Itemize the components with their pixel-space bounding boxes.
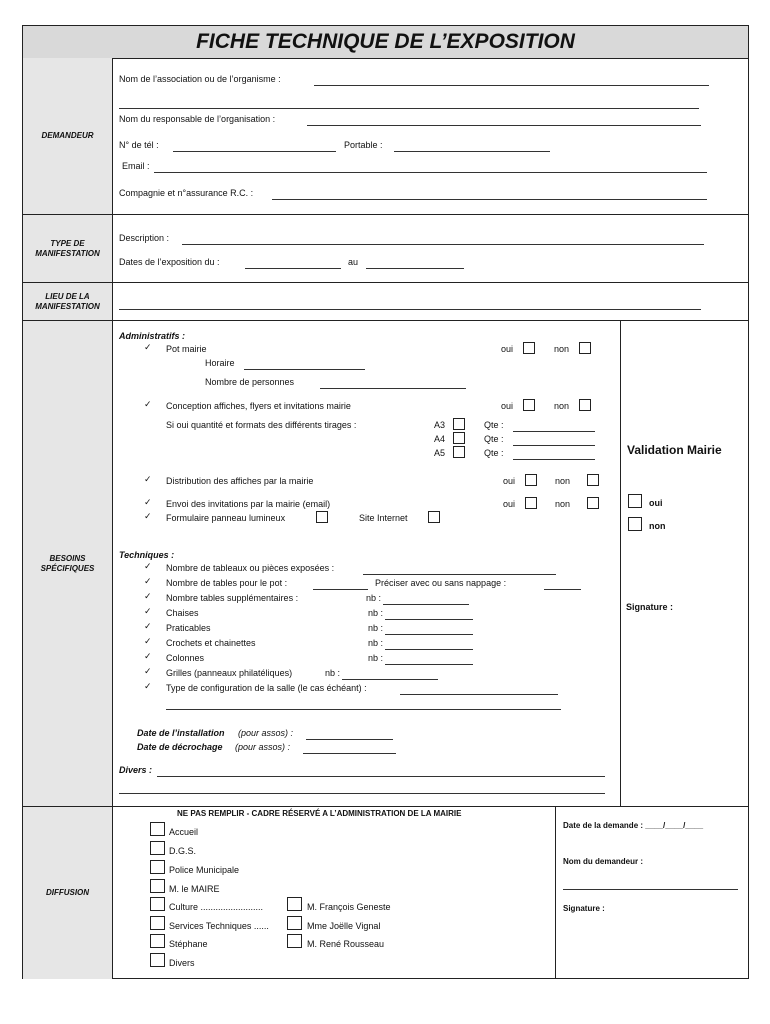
installation-field[interactable] [306, 739, 393, 740]
divers-field[interactable] [157, 776, 605, 777]
format-a3-label: A3 [434, 420, 446, 430]
horaire-label: Horaire [205, 358, 235, 368]
distribution-label: Distribution des affiches par la mairie [166, 476, 314, 486]
envoi-oui-checkbox[interactable] [525, 497, 537, 509]
tech-item-tableaux: Nombre de tableaux ou pièces exposées : [166, 563, 335, 573]
validation-non-checkbox[interactable] [628, 517, 642, 531]
type-label [23, 215, 113, 282]
configuration-field[interactable] [400, 694, 558, 695]
tech-item-chaises: Chaises [166, 608, 199, 618]
decrochage-field[interactable] [303, 753, 396, 754]
tableaux-field[interactable] [363, 574, 556, 575]
demandeur-section [23, 58, 748, 215]
qte-a4-label: Qte : [484, 434, 504, 444]
check-icon: ✓ [144, 651, 152, 661]
tech-heading: Techniques : [119, 550, 175, 560]
check-icon: ✓ [144, 681, 152, 691]
nom-demandeur-label: Nom du demandeur : [563, 857, 644, 866]
distribution-non-label: non [555, 476, 571, 486]
culture-label: Culture ......................... [169, 902, 264, 912]
grilles-nb-label: nb : [325, 668, 341, 678]
horaire-field[interactable] [244, 369, 365, 370]
besoins-section [23, 321, 748, 807]
qte-a4-field[interactable] [513, 445, 595, 446]
au-label: au [348, 257, 359, 267]
installation-label: Date de l’installation [137, 728, 225, 738]
type-label-line2: MANIFESTATION [35, 248, 100, 258]
check-icon: ✓ [144, 511, 152, 521]
format-a5-checkbox[interactable] [453, 446, 465, 458]
format-a3-checkbox[interactable] [453, 418, 465, 430]
diffusion-section [23, 807, 748, 979]
check-icon: ✓ [144, 666, 152, 676]
validation-oui-checkbox[interactable] [628, 494, 642, 508]
description-field[interactable] [182, 244, 704, 245]
rousseau-label: M. René Rousseau [307, 939, 385, 949]
lieu-label-line1: LIEU DE LA [45, 291, 90, 301]
nappage-label: Préciser avec ou sans nappage : [375, 578, 507, 588]
tech-item-grilles: Grilles (panneaux philatéliques) [166, 668, 293, 678]
site-checkbox[interactable] [428, 511, 440, 523]
divers-checkbox[interactable] [150, 953, 165, 967]
culture-checkbox[interactable] [150, 897, 165, 911]
envoi-non-label: non [555, 499, 571, 509]
qte-a3-field[interactable] [513, 431, 595, 432]
geneste-checkbox[interactable] [287, 897, 302, 911]
form-title: FICHE TECHNIQUE DE L’EXPOSITION [23, 26, 748, 59]
diffusion-divider [555, 807, 556, 979]
description-label: Description : [119, 233, 170, 243]
installation-pour-assos: (pour assos) : [238, 728, 294, 738]
tel-field[interactable] [173, 151, 336, 152]
services-checkbox[interactable] [150, 916, 165, 930]
validation-oui-label: oui [649, 498, 663, 508]
dgs-checkbox[interactable] [150, 841, 165, 855]
qte-a5-field[interactable] [513, 459, 595, 460]
diffusion-heading: NE PAS REMPLIR - CADRE RÉSERVÉ A L’ADMINISTRATION DE LA MAIRIE [177, 809, 462, 818]
responsable-field[interactable] [307, 125, 701, 126]
police-checkbox[interactable] [150, 860, 165, 874]
format-a4-label: A4 [434, 434, 446, 444]
praticables-field[interactable] [385, 634, 473, 635]
nb-personnes-field[interactable] [320, 388, 466, 389]
services-label: Services Techniques ...... [169, 921, 269, 931]
accueil-label: Accueil [169, 827, 199, 837]
validation-signature-label: Signature : [626, 602, 674, 612]
portable-field[interactable] [394, 151, 550, 152]
tel-label: N° de tél : [119, 140, 159, 150]
lieu-label-line2: MANIFESTATION [35, 301, 100, 311]
email-field[interactable] [154, 172, 707, 173]
association-field[interactable] [314, 85, 709, 86]
lieu-field[interactable] [119, 309, 701, 310]
check-icon: ✓ [144, 497, 152, 507]
police-label: Police Municipale [169, 865, 240, 875]
maire-checkbox[interactable] [150, 879, 165, 893]
dgs-label: D.G.S. [169, 846, 197, 856]
vignal-label: Mme Joëlle Vignal [307, 921, 381, 931]
assurance-label: Compagnie et n°assurance R.C. : [119, 188, 254, 198]
crochets-field[interactable] [385, 649, 473, 650]
formulaire-checkbox[interactable] [316, 511, 328, 523]
chaises-nb-label: nb : [368, 608, 384, 618]
admin-heading: Administratifs : [119, 331, 186, 341]
pot-mairie-label: Pot mairie [166, 344, 207, 354]
qte-a5-label: Qte : [484, 448, 504, 458]
pot-non-label: non [554, 344, 570, 354]
type-section [23, 215, 748, 283]
check-icon: ✓ [144, 636, 152, 646]
rousseau-checkbox[interactable] [287, 934, 302, 948]
nb-personnes-label: Nombre de personnes [205, 377, 295, 387]
technical-form [22, 25, 749, 979]
distribution-oui-label: oui [503, 476, 516, 486]
validation-title: Validation Mairie [627, 443, 722, 457]
conception-oui-checkbox[interactable] [523, 399, 535, 411]
check-icon: ✓ [144, 606, 152, 616]
check-icon: ✓ [144, 576, 152, 586]
tech-item-crochets: Crochets et chainettes [166, 638, 256, 648]
check-icon: ✓ [144, 561, 152, 571]
stephane-checkbox[interactable] [150, 934, 165, 948]
accueil-checkbox[interactable] [150, 822, 165, 836]
colonnes-nb-label: nb : [368, 653, 384, 663]
check-icon: ✓ [144, 342, 152, 352]
tables-supp-field[interactable] [383, 604, 469, 605]
date-to-field[interactable] [366, 268, 464, 269]
check-icon: ✓ [144, 399, 152, 409]
check-icon: ✓ [144, 591, 152, 601]
format-a5-label: A5 [434, 448, 446, 458]
lieu-label [23, 283, 113, 320]
assurance-field[interactable] [272, 199, 707, 200]
dates-label: Dates de l’exposition du : [119, 257, 220, 267]
check-icon: ✓ [144, 621, 152, 631]
maire-label: M. le MAIRE [169, 884, 220, 894]
si-oui-label: Si oui quantité et formats des différents tirages : [166, 420, 357, 430]
site-label: Site Internet [359, 513, 408, 523]
qte-a3-label: Qte : [484, 420, 504, 430]
validation-non-label: non [649, 521, 666, 531]
envoi-label: Envoi des invitations par la mairie (email) [166, 499, 331, 509]
nappage-field[interactable] [544, 589, 581, 590]
tech-item-praticables: Praticables [166, 623, 211, 633]
besoins-label-line1: BESOINS [49, 553, 86, 563]
check-icon: ✓ [144, 474, 152, 484]
vignal-checkbox[interactable] [287, 916, 302, 930]
distribution-non-checkbox[interactable] [587, 474, 599, 486]
envoi-oui-label: oui [503, 499, 516, 509]
demandeur-label: DEMANDEUR [23, 58, 113, 214]
conception-non-label: non [554, 401, 570, 411]
validation-divider [620, 321, 621, 807]
diffusion-signature-label: Signature : [563, 904, 605, 913]
tables-pot-field[interactable] [313, 589, 368, 590]
crochets-nb-label: nb : [368, 638, 384, 648]
format-a4-checkbox[interactable] [453, 432, 465, 444]
decrochage-label: Date de décrochage [137, 742, 223, 752]
pot-non-checkbox[interactable] [579, 342, 591, 354]
chaises-field[interactable] [385, 619, 473, 620]
besoins-label-line2: SPÉCIFIQUES [40, 563, 95, 573]
divers-label: Divers : [119, 765, 153, 775]
geneste-label: M. François Geneste [307, 902, 391, 912]
tech-item-tables-supp: Nombre tables supplémentaires : [166, 593, 299, 603]
tech-item-tables-pot: Nombre de tables pour le pot : [166, 578, 288, 588]
lieu-section [23, 283, 748, 321]
formulaire-label: Formulaire panneau lumineux [166, 513, 286, 523]
type-label-line1: TYPE DE [50, 238, 85, 248]
conception-non-checkbox[interactable] [579, 399, 591, 411]
divers-field-2[interactable] [119, 793, 605, 794]
diffusion-label: DIFFUSION [23, 807, 113, 979]
envoi-non-checkbox[interactable] [587, 497, 599, 509]
tables-supp-nb-label: nb : [366, 593, 382, 603]
grilles-field[interactable] [342, 679, 438, 680]
date-demande-label: Date de la demande : ____/____/____ [563, 821, 704, 830]
tech-item-colonnes: Colonnes [166, 653, 205, 663]
pot-oui-label: oui [501, 344, 514, 354]
diffusion-divers-label: Divers [169, 958, 195, 968]
stephane-label: Stéphane [169, 939, 208, 949]
conception-oui-label: oui [501, 401, 514, 411]
association-field-2[interactable] [119, 108, 699, 109]
responsable-label: Nom du responsable de l’organisation : [119, 114, 276, 124]
email-label: Email : [122, 161, 150, 171]
distribution-oui-checkbox[interactable] [525, 474, 537, 486]
conception-label: Conception affiches, flyers et invitations mairie [166, 401, 351, 411]
configuration-field-2[interactable] [166, 709, 561, 710]
decrochage-pour-assos: (pour assos) : [235, 742, 291, 752]
tech-item-configuration: Type de configuration de la salle (le cas échéant) : [166, 683, 367, 693]
besoins-label [23, 321, 113, 806]
association-label: Nom de l’association ou de l’organisme : [119, 74, 281, 84]
colonnes-field[interactable] [385, 664, 473, 665]
nom-demandeur-field[interactable] [563, 889, 738, 890]
portable-label: Portable : [344, 140, 383, 150]
date-from-field[interactable] [245, 268, 341, 269]
praticables-nb-label: nb : [368, 623, 384, 633]
pot-oui-checkbox[interactable] [523, 342, 535, 354]
